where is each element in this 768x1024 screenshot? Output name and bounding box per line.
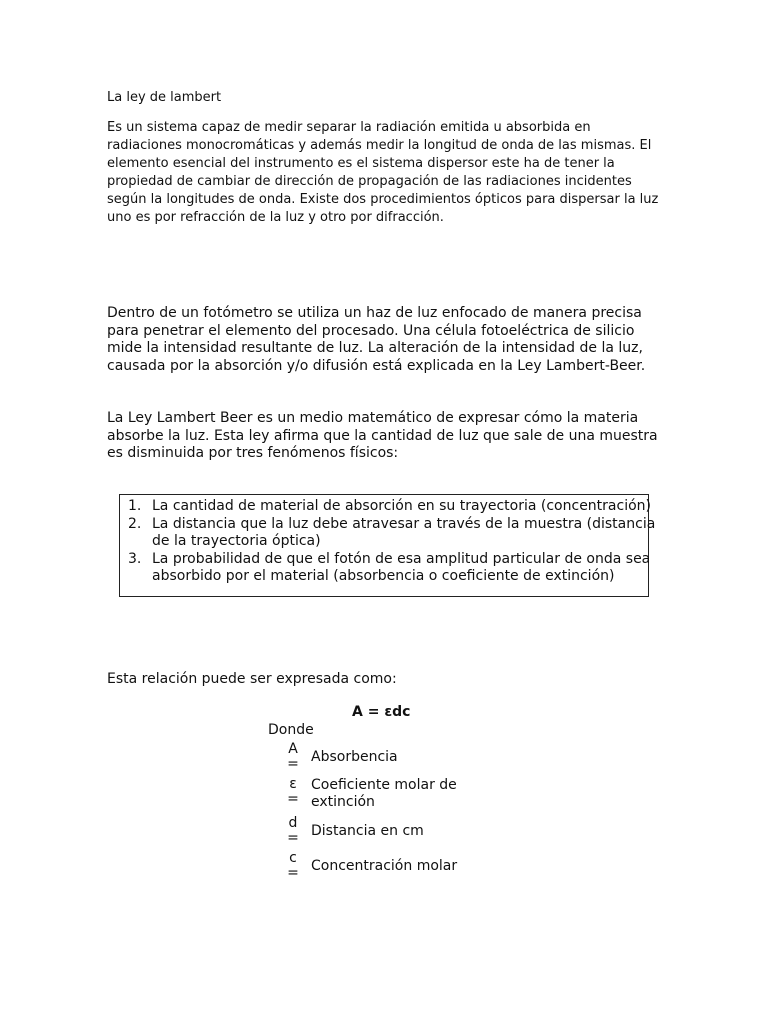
definition-symbol <box>285 816 301 846</box>
list-item <box>128 516 663 551</box>
symbol-equals: = <box>287 791 299 807</box>
symbol-letter: c <box>289 850 297 866</box>
phenomena-list <box>128 498 663 586</box>
symbol-equals: = <box>287 756 299 772</box>
donde-label: Donde <box>268 722 314 738</box>
definition-symbol <box>285 777 301 811</box>
definition-meaning: Absorbencia <box>311 748 398 765</box>
definition-row <box>285 777 485 811</box>
definition-symbol <box>285 742 301 772</box>
definition-meaning: Coeficiente molar de extinción <box>311 777 457 810</box>
symbol-letter: d <box>288 815 298 831</box>
definition-row <box>285 742 485 772</box>
list-item-text: La distancia que la luz debe atravesar a través de la muestra (distancia de la trayectoria óptica) <box>152 515 656 549</box>
list-item-text: La cantidad de material de absorción en su trayectoria (concentración) <box>152 498 651 514</box>
paragraph-lambert-beer: La Ley Lambert Beer es un medio matemático de expresar cómo la materia absorbe la luz. Esta ley afirma que la cantidad de luz que sale de una muestra es disminuida por tres fenómenos físicos: <box>107 410 658 461</box>
paragraph-photometer: Dentro de un fotómetro se utiliza un haz de luz enfocado de manera precisa para penetrar el elemento del procesado. Una célula fotoeléctrica de silicio mide la intensidad resultante de luz. La alteración de la intensidad de la luz, causada por la absorción y/o difusión está explicada en la Ley Lambert-Beer. <box>107 305 646 374</box>
list-item <box>128 498 663 516</box>
definitions-list <box>285 742 485 881</box>
list-item-number: 1. <box>128 498 142 514</box>
definition-row <box>285 816 485 846</box>
list-item-number: 3. <box>128 550 142 567</box>
definition-symbol <box>285 851 301 881</box>
definition-meaning: Distancia en cm <box>311 822 424 839</box>
symbol-letter: ε <box>289 776 297 792</box>
list-item <box>128 551 663 586</box>
definition-row <box>285 851 485 881</box>
symbol-equals: = <box>287 865 299 881</box>
definition-meaning: Concentración molar <box>311 857 458 874</box>
document-title: La ley de lambert <box>107 90 222 105</box>
symbol-letter: A <box>288 741 298 757</box>
list-item-text: La probabilidad de que el fotón de esa amplitud particular de onda sea absorbido por el material (absorbencia o coeficiente de extinción) <box>152 550 651 584</box>
paragraph-intro: Es un sistema capaz de medir separar la radiación emitida u absorbida en radiaciones monocromáticas y además medir la longitud de onda de las mismas. El elemento esencial del instrumento es el sistema dispersor este ha de tener la propiedad de cambiar de dirección de propagación de las radiaciones incidentes según la longitudes de onda. Existe dos procedimientos ópticos para dispersar la luz uno es por refracción de la luz y otro por difracción. <box>107 120 659 225</box>
formula: A = εdc <box>352 704 411 720</box>
symbol-equals: = <box>287 830 299 846</box>
list-item-number: 2. <box>128 515 142 532</box>
paragraph-relation: Esta relación puede ser expresada como: <box>107 671 397 687</box>
